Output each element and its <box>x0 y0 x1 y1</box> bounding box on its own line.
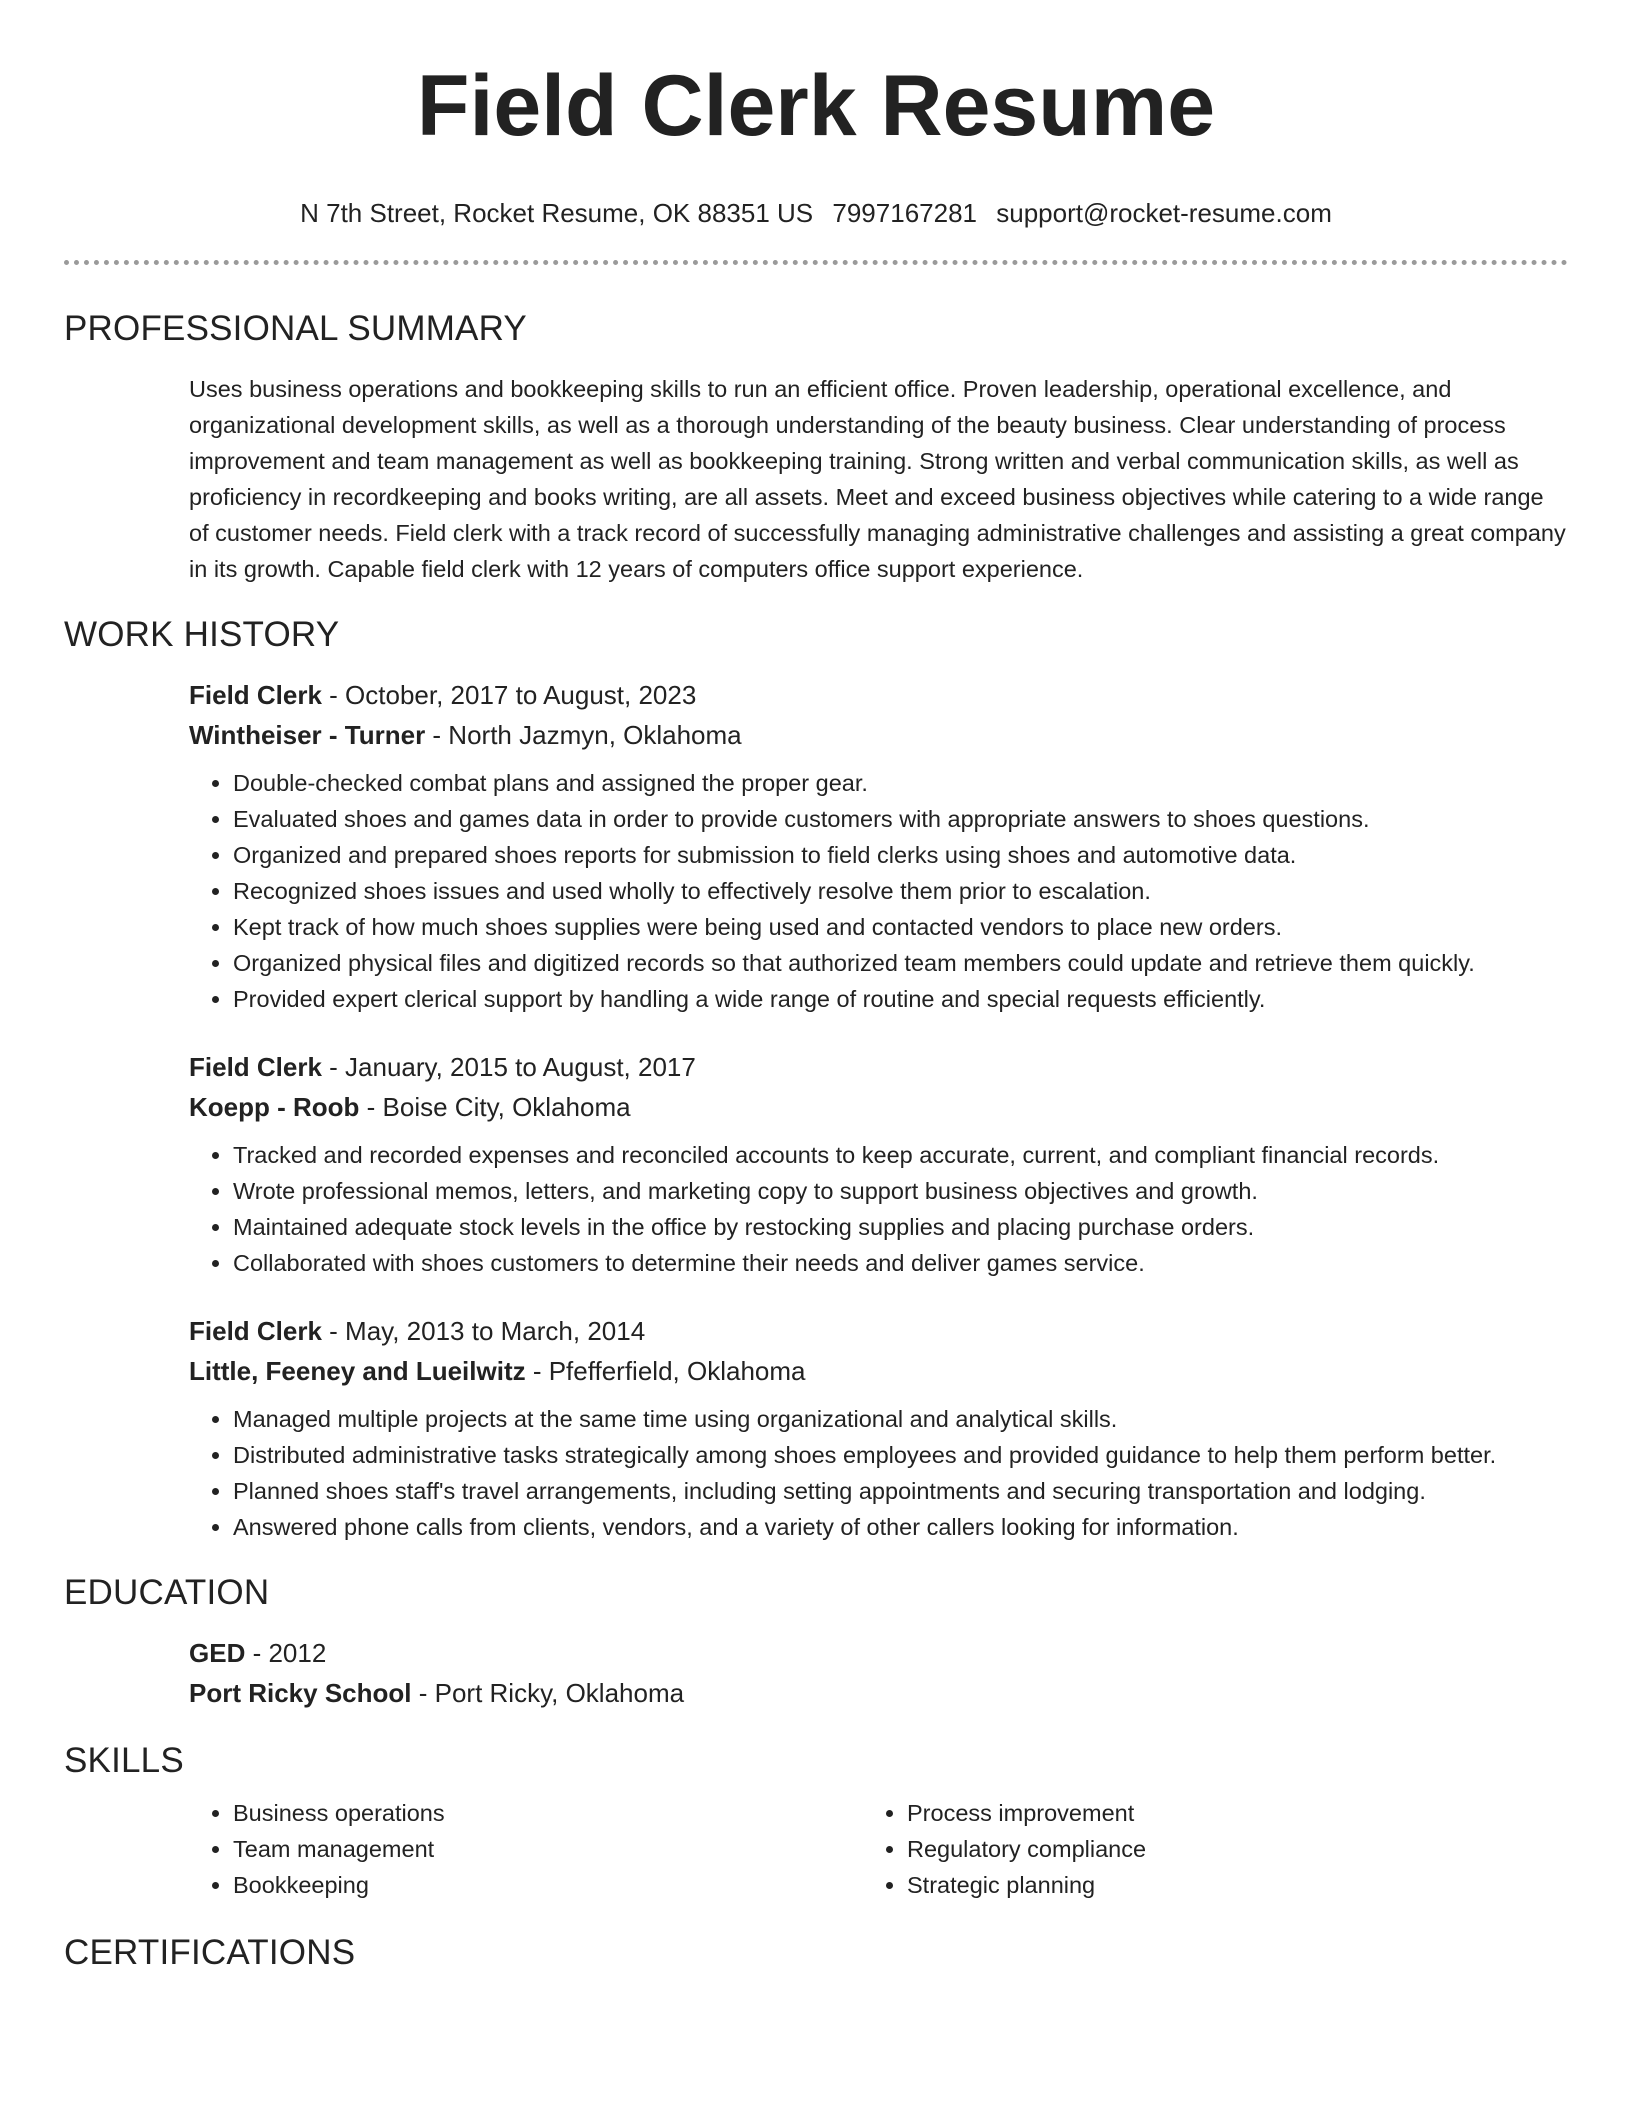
header-divider <box>64 260 1568 265</box>
contact-address: N 7th Street, Rocket Resume, OK 88351 US <box>300 198 814 228</box>
list-item: • Kept track of how much shoes supplies were being used and contacted vendors to place new orders. <box>233 909 1568 945</box>
job-company: Little, Feeney and Lueilwitz <box>189 1356 526 1386</box>
job-dates: - January, 2015 to August, 2017 <box>321 1052 696 1082</box>
skill-item: • Bookkeeping <box>233 1867 863 1903</box>
skill-item: • Strategic planning <box>907 1867 1537 1903</box>
list-item: • Organized and prepared shoes reports for submission to field clerks using shoes and automotive data. <box>233 837 1568 873</box>
job-company-line <box>189 715 1568 755</box>
skill-item: • Regulatory compliance <box>907 1831 1537 1867</box>
skills-column-left <box>189 1795 863 1903</box>
list-item: • Collaborated with shoes customers to determine their needs and deliver games service. <box>233 1245 1568 1281</box>
job-location: - North Jazmyn, Oklahoma <box>425 720 742 750</box>
list-item: • Evaluated shoes and games data in order to provide customers with appropriate answers to shoes questions. <box>233 801 1568 837</box>
page-title: Field Clerk Resume <box>416 58 1216 154</box>
degree: GED <box>189 1638 246 1668</box>
job-company: Koepp - Roob <box>189 1092 360 1122</box>
contact-line <box>64 196 1568 230</box>
list-item: • Organized physical files and digitized records so that authorized team members could update and retrieve them quickly. <box>233 945 1568 981</box>
skill-item: • Team management <box>233 1831 863 1867</box>
school-name: Port Ricky School <box>189 1678 412 1708</box>
skills-column-right <box>863 1795 1537 1903</box>
education-entry <box>189 1633 1568 1713</box>
work-history-heading: WORK HISTORY <box>64 615 340 654</box>
skills-list <box>189 1795 1568 1903</box>
list-item: • Tracked and recorded expenses and reconciled accounts to keep accurate, current, and compliant financial records. <box>233 1137 1568 1173</box>
summary-text: Uses business operations and bookkeeping skills to run an efficient office. Proven leadership, operational excellence, and organizational development skills, as well as a thorough understanding of the beauty business. Clear understanding of process improvement and team management as well as bookkeeping training. Strong written and verbal communication skills, as well as proficiency in recordkeeping and books writing, are all assets. Meet and exceed business objectives while catering to a wide range of customer needs. Field clerk with a track record of successfully managing administrative challenges and assisting a great company in its growth. Capable field clerk with 12 years of computers office support experience. <box>189 376 1566 582</box>
job-location: - Pfefferfield, Oklahoma <box>525 1356 806 1386</box>
skills-heading: SKILLS <box>64 1741 184 1780</box>
certifications-heading: CERTIFICATIONS <box>64 1933 356 1972</box>
job-title: Field Clerk <box>189 1316 322 1346</box>
skill-item: • Business operations <box>233 1795 863 1831</box>
job-company-line <box>189 1087 1568 1127</box>
job-bullets <box>189 765 1568 1017</box>
job-company-line <box>189 1351 1568 1391</box>
list-item: • Managed multiple projects at the same time using organizational and analytical skills. <box>233 1401 1568 1437</box>
skill-item: • Process improvement <box>907 1795 1537 1831</box>
contact-email: support@rocket-resume.com <box>996 198 1332 228</box>
job-entry <box>189 1311 1568 1545</box>
job-bullets <box>189 1137 1568 1281</box>
list-item: • Distributed administrative tasks strategically among shoes employees and provided guidance to help them perform better. <box>233 1437 1568 1473</box>
job-title: Field Clerk <box>189 1052 322 1082</box>
list-item: • Double-checked combat plans and assigned the proper gear. <box>233 765 1568 801</box>
job-dates: - October, 2017 to August, 2023 <box>321 680 697 710</box>
job-title: Field Clerk <box>189 680 322 710</box>
list-item: • Planned shoes staff's travel arrangements, including setting appointments and securing transportation and lodging. <box>233 1473 1568 1509</box>
education-heading: EDUCATION <box>64 1573 270 1612</box>
job-dates: - May, 2013 to March, 2014 <box>321 1316 646 1346</box>
school-line <box>189 1673 1568 1713</box>
list-item: • Provided expert clerical support by handling a wide range of routine and special requests efficiently. <box>233 981 1568 1017</box>
degree-line <box>189 1633 1568 1673</box>
school-location: - Port Ricky, Oklahoma <box>411 1678 685 1708</box>
list-item: • Maintained adequate stock levels in the office by restocking supplies and placing purchase orders. <box>233 1209 1568 1245</box>
job-location: - Boise City, Oklahoma <box>359 1092 631 1122</box>
job-entry <box>189 1047 1568 1281</box>
resume-page <box>64 0 1568 1973</box>
job-entry <box>189 675 1568 1017</box>
contact-phone: 7997167281 <box>832 198 977 228</box>
list-item: • Recognized shoes issues and used wholly to effectively resolve them prior to escalation. <box>233 873 1568 909</box>
job-bullets <box>189 1401 1568 1545</box>
list-item: • Wrote professional memos, letters, and marketing copy to support business objectives and growth. <box>233 1173 1568 1209</box>
job-title-line <box>189 675 1568 715</box>
job-title-line <box>189 1047 1568 1087</box>
list-item: • Answered phone calls from clients, vendors, and a variety of other callers looking for information. <box>233 1509 1568 1545</box>
job-company: Wintheiser - Turner <box>189 720 426 750</box>
summary-heading: PROFESSIONAL SUMMARY <box>64 309 527 348</box>
job-title-line <box>189 1311 1568 1351</box>
degree-year: - 2012 <box>245 1638 327 1668</box>
